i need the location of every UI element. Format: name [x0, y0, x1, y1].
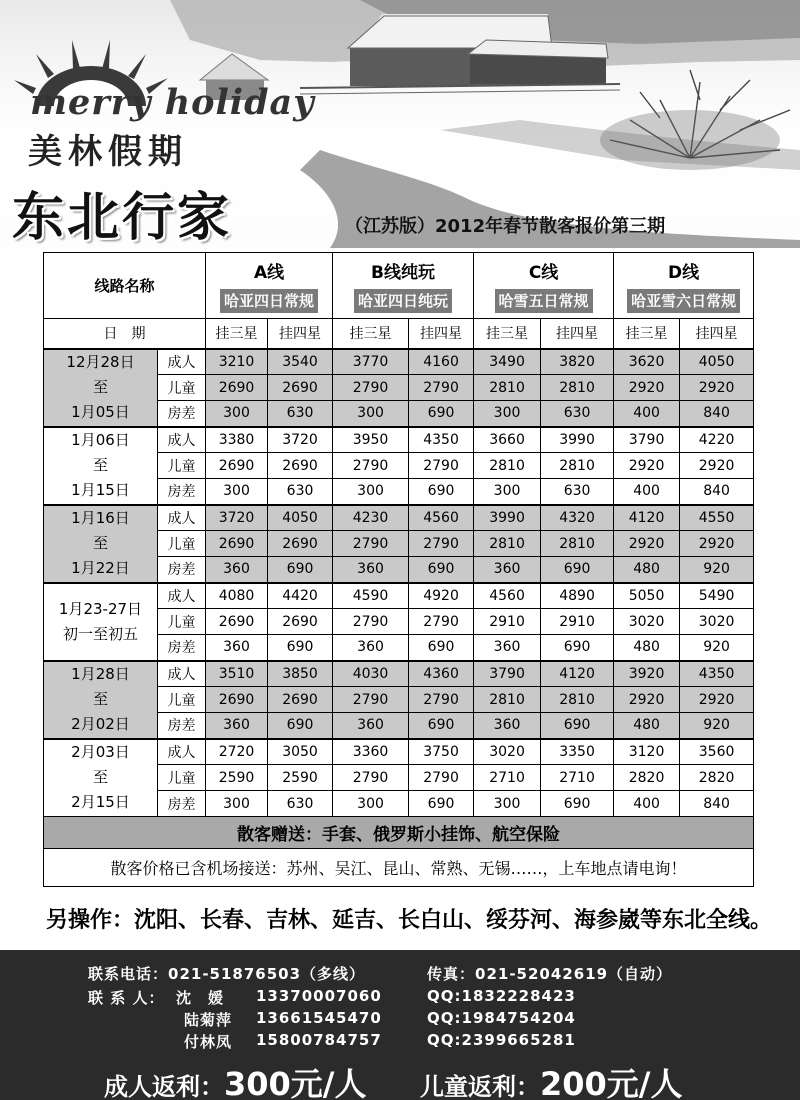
star-header-row: [44, 319, 754, 349]
route-d-header: D线 哈亚雪六日常规: [614, 253, 754, 319]
traveler-category: 成人: [158, 583, 206, 609]
contact-name: 陆菊萍: [184, 1011, 233, 1029]
price-cell: 3950: [333, 427, 409, 453]
price-cell: 2690: [206, 453, 268, 479]
period-date-cell: [44, 661, 158, 739]
traveler-category: 儿童: [158, 687, 206, 713]
price-cell: 5490: [680, 583, 754, 609]
period-date-line: 1月15日: [71, 481, 130, 499]
period-date-line: 1月16日: [71, 509, 130, 527]
period-date-line: 至: [92, 378, 108, 396]
traveler-category: 房差: [158, 635, 206, 661]
price-cell: 3020: [474, 739, 541, 765]
price-cell: 4590: [333, 583, 409, 609]
price-cell: 3540: [268, 349, 333, 375]
price-cell: 2790: [333, 531, 409, 557]
price-cell: 690: [268, 635, 333, 661]
price-cell: 2690: [268, 531, 333, 557]
price-cell: 2690: [268, 687, 333, 713]
traveler-category: 儿童: [158, 531, 206, 557]
star-label: 挂四星: [268, 319, 333, 349]
price-cell: 2690: [206, 609, 268, 635]
price-cell: 630: [268, 401, 333, 427]
period-date-line: 至: [92, 690, 108, 708]
price-cell: 3490: [474, 349, 541, 375]
period-date-cell: [44, 505, 158, 583]
traveler-category: 房差: [158, 791, 206, 817]
traveler-category: 儿童: [158, 765, 206, 791]
route-b-header: B线纯玩 哈亚四日纯玩: [333, 253, 474, 319]
route-a-header: A线 哈亚四日常规: [206, 253, 333, 319]
price-cell: 920: [680, 635, 754, 661]
price-cell: 360: [206, 557, 268, 583]
price-cell: 2810: [474, 687, 541, 713]
period-date-line: 1月22日: [71, 559, 130, 577]
price-cell: 690: [541, 791, 614, 817]
fax-line: [427, 963, 672, 984]
price-cell: 300: [333, 401, 409, 427]
traveler-category: 房差: [158, 479, 206, 505]
price-cell: 2790: [409, 375, 474, 401]
price-cell: 2710: [541, 765, 614, 791]
price-cell: 630: [541, 401, 614, 427]
price-cell: 480: [614, 635, 680, 661]
route-c-header: C线 哈雪五日常规: [474, 253, 614, 319]
price-cell: 5050: [614, 583, 680, 609]
period-date-line: 1月05日: [71, 403, 130, 421]
price-cell: 2590: [206, 765, 268, 791]
price-cell: 2790: [409, 609, 474, 635]
price-cell: 690: [409, 557, 474, 583]
price-cell: 2690: [268, 453, 333, 479]
price-cell: 300: [333, 791, 409, 817]
price-cell: 2690: [206, 531, 268, 557]
price-cell: 360: [206, 635, 268, 661]
phone-number: 021-51876503（多线）: [168, 965, 366, 983]
route-name-label: 线路名称: [44, 253, 206, 319]
price-cell: 2790: [409, 765, 474, 791]
price-cell: 4230: [333, 505, 409, 531]
price-cell: 400: [614, 401, 680, 427]
price-cell: 690: [409, 635, 474, 661]
header-banner: [0, 0, 800, 248]
price-cell: 3660: [474, 427, 541, 453]
price-cell: 2810: [474, 375, 541, 401]
price-cell: 840: [680, 401, 754, 427]
price-cell: 3360: [333, 739, 409, 765]
price-cell: 2910: [541, 609, 614, 635]
price-cell: 4160: [409, 349, 474, 375]
price-cell: 2690: [206, 375, 268, 401]
contact-name: 沈 媛: [176, 989, 225, 1007]
fax-label: 传真：: [427, 965, 476, 983]
price-row: [44, 661, 754, 687]
price-cell: 3050: [268, 739, 333, 765]
price-cell: 300: [206, 401, 268, 427]
traveler-category: 儿童: [158, 609, 206, 635]
price-cell: 3350: [541, 739, 614, 765]
price-cell: 2690: [268, 375, 333, 401]
price-cell: 2920: [680, 375, 754, 401]
price-cell: 300: [206, 791, 268, 817]
price-cell: 2810: [541, 687, 614, 713]
price-cell: 4560: [474, 583, 541, 609]
traveler-category: 成人: [158, 427, 206, 453]
child-rebate-amount: 200元/人: [540, 1065, 683, 1100]
price-cell: 4350: [409, 427, 474, 453]
price-cell: 2710: [474, 765, 541, 791]
price-cell: 4560: [409, 505, 474, 531]
price-cell: 3620: [614, 349, 680, 375]
price-cell: 630: [268, 479, 333, 505]
price-cell: 2920: [614, 687, 680, 713]
logo-chinese-text: 美林假期: [28, 132, 188, 172]
price-cell: 2790: [409, 687, 474, 713]
adult-rebate-amount: 300元/人: [224, 1065, 367, 1100]
price-cell: 3120: [614, 739, 680, 765]
price-row: [44, 427, 754, 453]
period-date-cell: [44, 427, 158, 505]
pickup-row: [44, 849, 754, 887]
price-cell: 3210: [206, 349, 268, 375]
price-cell: 4320: [541, 505, 614, 531]
traveler-category: 成人: [158, 505, 206, 531]
price-cell: 400: [614, 479, 680, 505]
price-cell: 2790: [333, 609, 409, 635]
child-rebate: [420, 1059, 683, 1100]
price-cell: 3850: [268, 661, 333, 687]
price-cell: 920: [680, 713, 754, 739]
other-routes-note: 另操作：沈阳、长春、吉林、延吉、长白山、绥芬河、海参崴等东北全线。: [46, 907, 773, 933]
price-cell: 4120: [614, 505, 680, 531]
price-cell: 4120: [541, 661, 614, 687]
price-cell: 3750: [409, 739, 474, 765]
price-row: [44, 349, 754, 375]
price-cell: 3820: [541, 349, 614, 375]
period-date-line: 12月28日: [66, 353, 135, 371]
contact-name: 付林凤: [184, 1033, 233, 1051]
adult-rebate: [104, 1059, 367, 1100]
price-cell: 4050: [680, 349, 754, 375]
gift-text: 散客赠送：手套、俄罗斯小挂饰、航空保险: [44, 817, 754, 849]
traveler-category: 房差: [158, 557, 206, 583]
price-cell: 840: [680, 791, 754, 817]
price-cell: 690: [541, 635, 614, 661]
price-cell: 690: [409, 791, 474, 817]
traveler-category: 儿童: [158, 375, 206, 401]
price-cell: 4920: [409, 583, 474, 609]
price-cell: 300: [474, 791, 541, 817]
price-cell: 2790: [333, 453, 409, 479]
price-cell: 690: [541, 713, 614, 739]
period-date-line: 1月28日: [71, 665, 130, 683]
price-cell: 690: [541, 557, 614, 583]
gift-row: [44, 817, 754, 849]
price-cell: 2790: [333, 765, 409, 791]
price-cell: 2920: [680, 453, 754, 479]
contact-mobile: 15800784757: [256, 1031, 382, 1049]
period-date-line: 2月02日: [71, 715, 130, 733]
period-date-line: 至: [92, 456, 108, 474]
date-label: 日 期: [44, 319, 206, 349]
period-date-line: 2月15日: [71, 793, 130, 812]
price-cell: 2920: [614, 375, 680, 401]
contact-qq: QQ:1832228423: [427, 987, 576, 1005]
price-cell: 4890: [541, 583, 614, 609]
pickup-text: 散客价格已含机场接送：苏州、吴江、昆山、常熟、无锡……，上车地点请电询！: [44, 849, 754, 887]
price-cell: 300: [474, 479, 541, 505]
star-label: 挂四星: [541, 319, 614, 349]
price-cell: 690: [268, 713, 333, 739]
traveler-category: 成人: [158, 739, 206, 765]
price-cell: 2820: [614, 765, 680, 791]
price-cell: 2790: [409, 531, 474, 557]
price-row: [44, 583, 754, 609]
price-cell: 3790: [474, 661, 541, 687]
price-cell: 2690: [268, 609, 333, 635]
price-cell: 3920: [614, 661, 680, 687]
page-subtitle: （江苏版）2012年春节散客报价第三期: [345, 216, 666, 237]
traveler-category: 儿童: [158, 453, 206, 479]
price-cell: 2820: [680, 765, 754, 791]
price-cell: 690: [409, 401, 474, 427]
price-cell: 300: [333, 479, 409, 505]
phone-label: 联系电话：: [88, 965, 169, 983]
page-title: 东北行家: [12, 188, 233, 248]
price-cell: 300: [206, 479, 268, 505]
traveler-category: 房差: [158, 401, 206, 427]
star-label: 挂三星: [474, 319, 541, 349]
star-label: 挂三星: [206, 319, 268, 349]
price-cell: 360: [206, 713, 268, 739]
price-cell: 630: [268, 791, 333, 817]
price-cell: 360: [474, 635, 541, 661]
contact-mobile: 13370007060: [256, 987, 382, 1005]
price-cell: 3720: [206, 505, 268, 531]
price-cell: 3020: [614, 609, 680, 635]
price-cell: 400: [614, 791, 680, 817]
price-cell: 2910: [474, 609, 541, 635]
price-cell: 2810: [541, 453, 614, 479]
price-cell: 2690: [206, 687, 268, 713]
price-cell: 360: [333, 713, 409, 739]
period-date-line: 初一至初五: [62, 624, 138, 643]
period-date-line: 至: [92, 534, 108, 552]
phone-line: [88, 963, 365, 984]
price-cell: 300: [474, 401, 541, 427]
contact-mobile: 13661545470: [256, 1009, 382, 1027]
price-cell: 360: [474, 713, 541, 739]
price-cell: 3990: [541, 427, 614, 453]
price-cell: 4360: [409, 661, 474, 687]
price-cell: 2920: [680, 531, 754, 557]
price-cell: 690: [409, 713, 474, 739]
price-cell: 2810: [474, 453, 541, 479]
price-cell: 4420: [268, 583, 333, 609]
price-cell: 3990: [474, 505, 541, 531]
price-cell: 2720: [206, 739, 268, 765]
price-cell: 3720: [268, 427, 333, 453]
traveler-category: 成人: [158, 349, 206, 375]
price-cell: 360: [474, 557, 541, 583]
price-cell: 480: [614, 713, 680, 739]
price-cell: 4350: [680, 661, 754, 687]
price-cell: 630: [541, 479, 614, 505]
price-cell: 840: [680, 479, 754, 505]
price-cell: 2810: [541, 375, 614, 401]
price-cell: 2590: [268, 765, 333, 791]
price-cell: 2810: [474, 531, 541, 557]
adult-rebate-label: 成人返利：: [104, 1073, 224, 1100]
price-row: [44, 739, 754, 765]
price-cell: 2810: [541, 531, 614, 557]
child-rebate-label: 儿童返利：: [420, 1073, 540, 1100]
price-cell: 2920: [614, 531, 680, 557]
traveler-category: 房差: [158, 713, 206, 739]
price-table: [43, 252, 754, 887]
period-date-line: 至: [92, 768, 108, 787]
period-date-line: 2月03日: [71, 743, 130, 762]
price-cell: 4050: [268, 505, 333, 531]
price-cell: 480: [614, 557, 680, 583]
price-cell: 690: [268, 557, 333, 583]
price-cell: 690: [409, 479, 474, 505]
price-cell: 3790: [614, 427, 680, 453]
route-header-row: [44, 253, 754, 319]
price-cell: 2790: [333, 375, 409, 401]
price-cell: 4080: [206, 583, 268, 609]
contact-footer: [0, 950, 800, 1100]
price-cell: 2790: [409, 453, 474, 479]
traveler-category: 成人: [158, 661, 206, 687]
period-date-cell: [44, 583, 158, 661]
star-label: 挂三星: [614, 319, 680, 349]
star-label: 挂四星: [409, 319, 474, 349]
contact-qq: QQ:1984754204: [427, 1009, 576, 1027]
price-cell: 2790: [333, 687, 409, 713]
contact-qq: QQ:2399665281: [427, 1031, 576, 1049]
price-cell: 360: [333, 635, 409, 661]
period-date-cell: [44, 349, 158, 427]
fax-number: 021-52042619（自动）: [475, 965, 673, 983]
price-cell: 4220: [680, 427, 754, 453]
period-date-cell: [44, 739, 158, 817]
period-date-line: 1月06日: [71, 431, 130, 449]
contact-person-label: 联 系 人：: [88, 989, 165, 1007]
price-cell: 3510: [206, 661, 268, 687]
price-cell: 3020: [680, 609, 754, 635]
price-cell: 360: [333, 557, 409, 583]
price-cell: 2920: [680, 687, 754, 713]
price-cell: 2920: [614, 453, 680, 479]
price-cell: 3770: [333, 349, 409, 375]
star-label: 挂三星: [333, 319, 409, 349]
price-cell: 920: [680, 557, 754, 583]
price-cell: 3380: [206, 427, 268, 453]
price-cell: 4550: [680, 505, 754, 531]
price-row: [44, 505, 754, 531]
price-cell: 4030: [333, 661, 409, 687]
price-cell: 3560: [680, 739, 754, 765]
star-label: 挂四星: [680, 319, 754, 349]
period-date-line: 1月23-27日: [58, 599, 143, 618]
logo-english-text: merry holiday: [30, 82, 315, 123]
